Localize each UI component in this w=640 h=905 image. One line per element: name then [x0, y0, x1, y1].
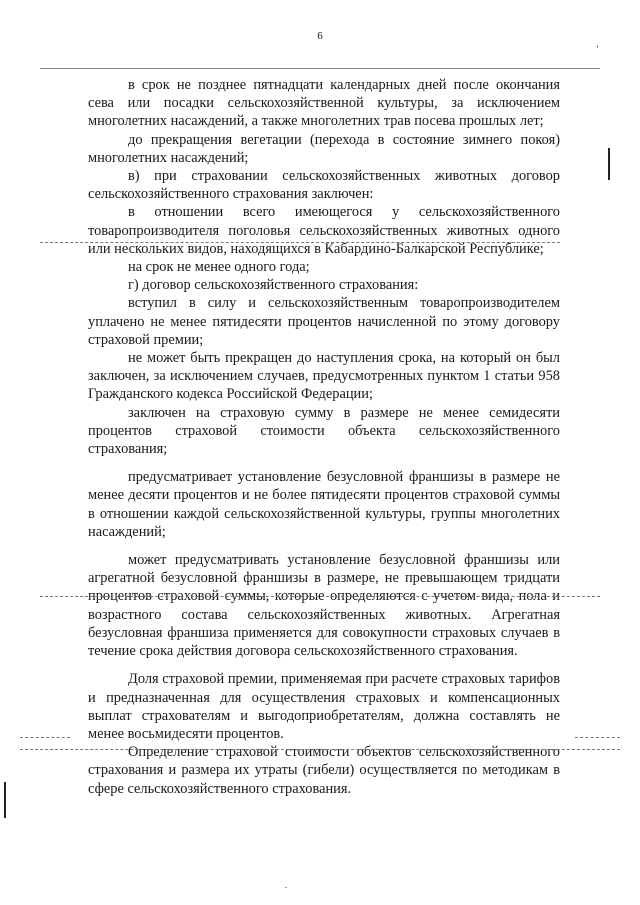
paragraph-6: г) договор сельскохозяйственного страхования: — [128, 277, 419, 294]
paragraph-8: не может быть прекращен до наступления срока, на который он был заключен, за исключением случаев, предусмотренных пунктом 1 статьи 958 Гражданского кодекса Российской Федерации; — [88, 350, 560, 403]
paragraph-3: в) при страховании сельскохозяйственных животных договор сельскохозяйственного страхования заключен: — [88, 168, 560, 203]
paragraph-9: заключен на страховую сумму в размере не менее семидесяти процентов страховой стоимости объекта сельскохозяйственного страхования; — [88, 404, 560, 458]
scan-artifact-dot: ’ — [596, 44, 599, 54]
scan-artifact-dot: . — [285, 880, 288, 890]
paragraph-1: в срок не позднее пятнадцати календарных дней после окончания сева или посадки сельскохозяйственной культуры, за исключением многолетних насаждений, а также многолетних трав посева прошлых лет; — [88, 77, 560, 130]
paragraph-5: на срок не менее одного года; — [128, 259, 310, 276]
scan-artifact-line — [20, 749, 620, 750]
scan-artifact-line — [575, 737, 620, 738]
paragraph-2: до прекращения вегетации (перехода в состояние зимнего покоя) многолетних насаждений; — [88, 131, 560, 166]
paragraph-4: в отношении всего имеющегося у сельскохозяйственного товаропроизводителя поголовья сельскохозяйственных животных одного или нескольких видов, находящихся в Кабардино-Балкарской Республике; — [88, 204, 560, 257]
paragraph-12: Доля страховой премии, применяемая при расчете страховых тарифов и предназначенная для осуществления страховых и компенсационных выплат страхователям и выгодоприобретателям, должна составлять не менее восьмидесяти процентов. — [88, 671, 560, 742]
page-number: 6 — [317, 30, 323, 42]
paragraph-11: может предусматривать установление безусловной франшизы или агрегатной безусловной франшизы в размере, не превышающем тридцати процентов страховой суммы, которые определяются с учетом вида, пола и возрастного состава сельскохозяйственных животных. Агрегатная безусловная франшиза применяется для совокупности страховых случаев в течение срока действия договора сельскохозяйственного страхования. — [88, 552, 560, 660]
scan-artifact-mark — [4, 782, 6, 818]
paragraph-13: Определение страховой стоимости объектов сельскохозяйственного страхования и размера их утраты (гибели) осуществляется по методикам в сфере сельскохозяйственного страхования. — [88, 744, 560, 797]
document-body — [88, 76, 560, 798]
scan-artifact-mark — [608, 148, 610, 180]
scan-artifact-line — [40, 596, 600, 597]
paragraph-10: предусматривает установление безусловной франшизы в размере не менее десяти процентов и не более пятидесяти процентов страховой суммы в отношении каждой сельскохозяйственной культуры, группы многолетних насаждений; — [88, 469, 560, 540]
scan-artifact-line — [40, 242, 560, 243]
top-rule — [40, 68, 600, 69]
paragraph-7: вступил в силу и сельскохозяйственным товаропроизводителем уплачено не менее пятидесяти процентов начисленной по этому договору страховой премии; — [88, 295, 560, 348]
scan-artifact-line — [20, 737, 70, 738]
